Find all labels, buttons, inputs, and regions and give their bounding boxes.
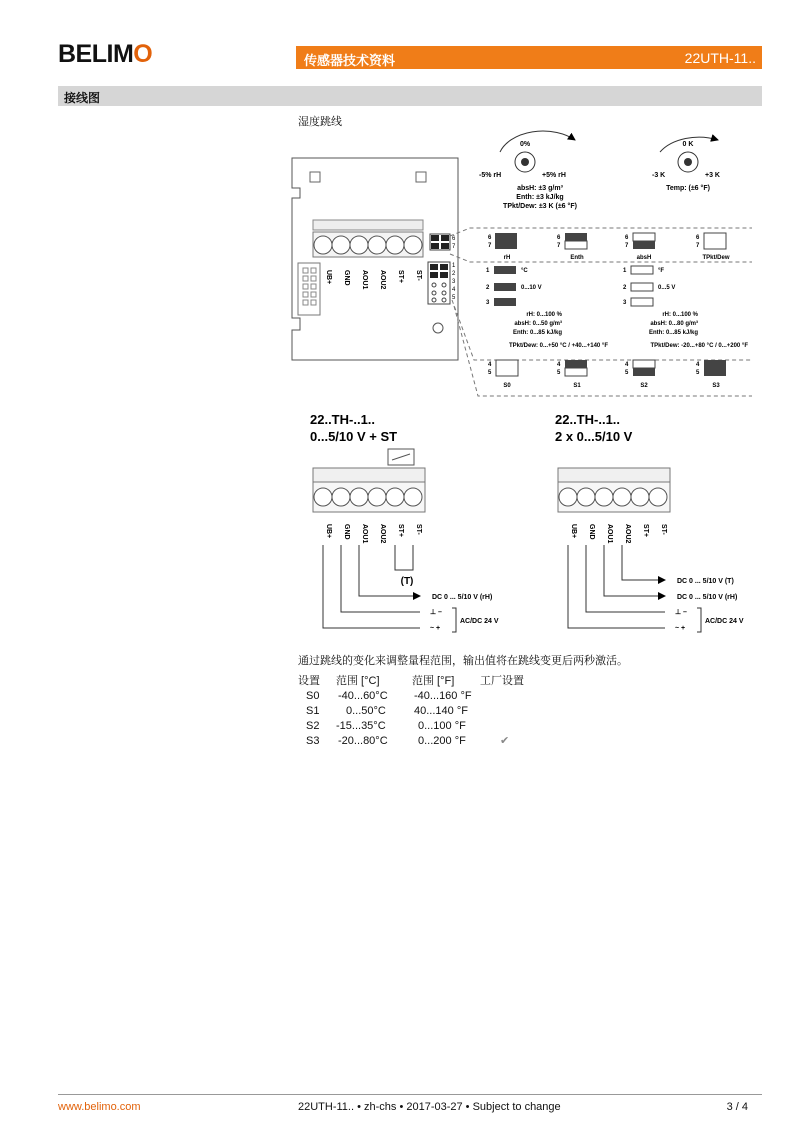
svg-text:0...10 V: 0...10 V [521,285,542,291]
table-row: S1 0...50°C 40...140 °F [306,704,468,717]
dial-left-note-1: Enth: ±3 kJ/kg [516,194,564,201]
dial-right-min: -3 K [652,172,666,179]
pcb-term-5: ST- [415,270,422,281]
wr-title1: 22..TH-..1.. [555,412,621,427]
svg-text:GND: GND [588,524,595,540]
svg-text:ST+: ST+ [397,524,404,538]
svg-text:absH: 0...50 g/m³: absH: 0...50 g/m³ [514,321,562,327]
footer-doc-info: 22UTH-11.. • zh-chs • 2017-03-27 • Subject to change [298,1101,561,1113]
wr-title2: 2 x 0...5/10 V [555,429,633,444]
svg-text:Enth: 0...85 kJ/kg: Enth: 0...85 kJ/kg [648,330,698,336]
section-title: 接线图 [64,91,101,105]
svg-text:2: 2 [486,285,490,291]
dial-left-max: +5% rH [542,172,566,179]
dial-left-min: -5% rH [479,172,502,179]
svg-text:7: 7 [557,243,561,249]
svg-text:⊥ –: ⊥ – [675,609,687,616]
svg-text:2: 2 [623,285,627,291]
svg-text:7: 7 [625,243,629,249]
pcb-jumper-12345 [428,262,450,304]
mode-jumpers [488,233,730,261]
svg-text:AOU2: AOU2 [624,524,631,544]
pcb-term-1: GND [343,270,350,286]
s3-label: S3 [712,383,720,389]
svg-text:7: 7 [488,243,492,249]
footer-divider [58,1094,762,1095]
svg-text:3: 3 [486,300,490,306]
wl-title1: 22..TH-..1.. [310,412,376,427]
svg-text:6: 6 [557,235,561,241]
table-row: S0 -40...60°C -40...160 °F [306,689,472,702]
svg-text:~ +: ~ + [430,625,441,632]
svg-text:AOU1: AOU1 [361,524,368,544]
product-code: 22UTH-11.. [684,50,756,66]
s-jumpers [488,360,726,389]
svg-text:6: 6 [625,235,629,241]
jumper-subtitle: 湿度跳线 [298,116,342,128]
svg-text:1: 1 [623,268,627,274]
unit-jumpers [486,266,675,306]
svg-text:4: 4 [488,362,492,368]
svg-text:AOU2: AOU2 [379,524,386,544]
svg-text:rH: 0...100 %: rH: 0...100 % [526,312,562,318]
svg-text:TPkt/Dew: 0...+50 °C / +40...+: TPkt/Dew: 0...+50 °C / +40...+140 °F [508,343,608,349]
jumper-description: 通过跳线的变化来调整量程范围，输出值将在跳线变更后两秒激活。 [298,655,628,667]
wl-title2: 0...5/10 V + ST [310,429,398,444]
svg-text:UB+: UB+ [325,524,332,539]
svg-text:rH: 0...100 %: rH: 0...100 % [662,312,698,318]
svg-text:3: 3 [623,300,627,306]
dial-right-note-0: Temp: (±6 °F) [666,185,710,192]
svg-text:5: 5 [557,370,561,376]
svg-text:7: 7 [452,244,456,250]
s1-label: S1 [573,383,581,389]
mode-rh: rH [503,255,511,261]
svg-text:5: 5 [696,370,700,376]
settings-header-row: 设置 范围 [°C] 范围 [°F] 工厂设置 [298,675,524,687]
dial-right-center: 0 K [682,141,694,148]
pcb-term-4: ST+ [397,270,404,284]
pcb-term-3: AOU2 [379,270,386,290]
svg-text:GND: GND [343,524,350,540]
svg-text:ST-: ST- [415,524,422,535]
pcb-board [292,158,458,360]
svg-text:5: 5 [625,370,629,376]
mode-enth: Enth [570,255,584,261]
svg-text:4: 4 [557,362,561,368]
wr-supply: AC/DC 24 V [705,618,744,625]
svg-text:4: 4 [625,362,629,368]
wl-supply: AC/DC 24 V [460,618,499,625]
settings-table [298,672,524,748]
svg-text:4: 4 [696,362,700,368]
svg-text:ST-: ST- [660,524,667,535]
svg-text:Enth: 0...85 kJ/kg: Enth: 0...85 kJ/kg [512,330,562,336]
svg-text:⊥ –: ⊥ – [430,609,442,616]
svg-text:AOU1: AOU1 [606,524,613,544]
wiring-left [310,412,499,632]
pcb-jumper-67 [430,234,450,250]
svg-text:5: 5 [488,370,492,376]
svg-text:1: 1 [452,263,456,269]
svg-text:~ +: ~ + [675,625,686,632]
svg-text:absH: 0...80 g/m³: absH: 0...80 g/m³ [650,321,698,327]
pcb-term-0: UB+ [325,270,332,285]
s0-label: S0 [503,383,511,389]
svg-text:°C: °C [521,268,528,274]
wr-out1: DC 0 ... 5/10 V (T) [677,578,734,585]
svg-text:1: 1 [486,268,490,274]
mode-tpkt: TPkt/Dew [702,255,730,261]
svg-text:7: 7 [696,243,700,249]
svg-text:3: 3 [452,279,456,285]
humidity-dial [478,131,577,210]
logo-accent: O [133,40,153,68]
doc-type: 传感器技术资料 [304,53,396,68]
svg-text:UB+: UB+ [570,524,577,539]
mode-absh: absH [636,255,652,261]
svg-text:4: 4 [452,287,456,293]
wr-out2: DC 0 ... 5/10 V (rH) [677,594,738,601]
svg-text:6: 6 [696,235,700,241]
wl-t-label: (T) [400,576,414,587]
svg-text:0...5 V: 0...5 V [658,285,676,291]
range-notes [509,312,748,349]
factory-setting-check-icon: ✔ [500,735,510,747]
svg-text:6: 6 [488,235,492,241]
pcb-terminal-block [313,232,423,257]
dial-left-note-2: TPkt/Dew: ±3 K (±6 °F) [503,203,577,210]
dial-left-center: 0% [519,141,531,148]
footer-page-number: 3 / 4 [726,1101,748,1113]
svg-text:5: 5 [452,295,456,301]
s2-label: S2 [640,383,648,389]
svg-text:TPkt/Dew: -20...+80 °C / 0...+: TPkt/Dew: -20...+80 °C / 0...+200 °F [650,343,748,349]
svg-text:ST+: ST+ [642,524,649,538]
dial-right-max: +3 K [705,172,720,179]
logo-text: BELIM [58,40,134,68]
svg-text:6: 6 [452,236,456,242]
wl-out1: DC 0 ... 5/10 V (rH) [432,594,493,601]
temperature-dial [652,137,720,192]
table-row: S3 -20...80°C 0...200 °F ✔ [298,733,524,748]
pcb-term-2: AOU1 [361,270,368,290]
footer-website[interactable]: www.belimo.com [58,1101,141,1113]
dial-left-note-0: absH: ±3 g/m³ [517,185,563,192]
table-row: S2 -15...35°C 0...100 °F [306,719,466,732]
svg-text:2: 2 [452,271,456,277]
wiring-right [555,412,744,632]
svg-text:°F: °F [658,268,665,274]
